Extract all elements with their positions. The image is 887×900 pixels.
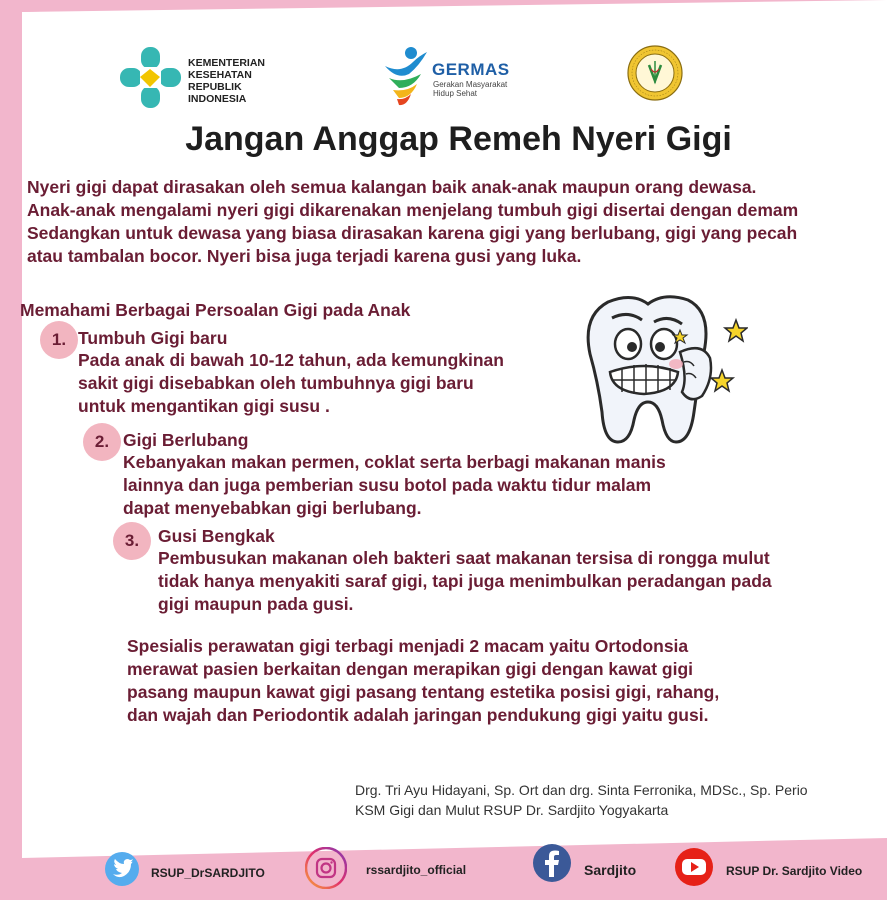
closing-line: pasang maupun kawat gigi pasang tentang estetika posisi gigi, rahang, [127, 682, 720, 702]
page-title: Jangan Anggap Remeh Nyeri Gigi [185, 120, 732, 158]
youtube-channel[interactable]: RSUP Dr. Sardjito Video [726, 864, 863, 878]
closing-line: merawat pasien berkaitan dengan merapikan gigi dengan kawat gigi [127, 659, 693, 679]
item-body-line: untuk mengantikan gigi susu . [78, 396, 330, 416]
item-body-line: lainnya dan juga pemberian susu botol pada waktu tidur malam [123, 475, 652, 495]
item-title: Gusi Bengkak [158, 526, 275, 546]
item-body [123, 451, 666, 520]
item-body-line: tidak hanya menyakiti saraf gigi, tapi juga menimbulkan peradangan pada [158, 571, 772, 591]
number-badge: 1. [40, 321, 78, 359]
number-badge: 3. [113, 522, 151, 560]
credit-line: KSM Gigi dan Mulut RSUP Dr. Sardjito Yogyakarta [355, 802, 669, 818]
crying-tooth-illustration [572, 292, 748, 452]
intro-line: Nyeri gigi dapat dirasakan oleh semua kalangan baik anak-anak maupun orang dewasa. [27, 177, 757, 197]
germas-sub-line: Hidup Sehat [433, 89, 478, 98]
item-body-line: Kebanyakan makan permen, coklat serta berbagi makanan manis [123, 452, 666, 472]
intro-paragraph [27, 176, 887, 268]
item-body-line: sakit gigi disebabkan oleh tumbuhnya gigi baru [78, 373, 474, 393]
item-body [78, 349, 504, 418]
instagram-icon [305, 847, 347, 889]
kemenkes-logo-icon [118, 45, 183, 110]
item-body-line: gigi maupun pada gusi. [158, 594, 354, 614]
kemenkes-text [188, 57, 265, 105]
kemenkes-logo [118, 45, 183, 110]
section-heading: Memahami Berbagai Persoalan Gigi pada Anak [20, 300, 411, 320]
twitter-icon [105, 852, 139, 886]
youtube-icon [674, 847, 714, 887]
youtube-link[interactable] [674, 847, 714, 887]
facebook-link[interactable] [532, 843, 572, 883]
author-credit [355, 780, 808, 820]
credit-line: Drg. Tri Ayu Hidayani, Sp. Ort dan drg. Sinta Ferronika, MDSc., Sp. Perio [355, 782, 808, 798]
kemenkes-line: KESEHATAN [188, 69, 252, 81]
intro-line: Anak-anak mengalami nyeri gigi dikarenakan menjelang tumbuh gigi disertai dengan demam [27, 200, 799, 220]
intro-line: atau tambalan bocor. Nyeri bisa juga terjadi karena gusi yang luka. [27, 246, 582, 266]
closing-line: Spesialis perawatan gigi terbagi menjadi 2 macam yaitu Ortodonsia [127, 636, 689, 656]
item-body [158, 547, 772, 616]
kemenkes-line: INDONESIA [188, 93, 247, 105]
item-title: Tumbuh Gigi baru [78, 328, 228, 348]
item-body-line: Pembusukan makanan oleh bakteri saat makanan tersisa di rongga mulut [158, 548, 770, 568]
rsup-sardjito-seal [627, 45, 683, 101]
kemenkes-line: REPUBLIK [188, 81, 242, 93]
intro-line: Sedangkan untuk dewasa yang biasa dirasakan karena gigi yang berlubang, gigi yang pecah [27, 223, 798, 243]
germas-logo [383, 44, 433, 106]
instagram-handle[interactable]: rssardjito_official [366, 863, 467, 877]
germas-logo-icon [383, 44, 433, 106]
instagram-link[interactable] [305, 847, 347, 889]
rsup-sardjito-seal-icon [627, 45, 683, 101]
item-title: Gigi Berlubang [123, 430, 249, 450]
item-body-line: dapat menyebabkan gigi berlubang. [123, 498, 422, 518]
germas-title: GERMAS [432, 60, 510, 79]
closing-line: dan wajah dan Periodontik adalah jaringan pendukung gigi yaitu gusi. [127, 705, 709, 725]
germas-subtitle [433, 80, 507, 98]
germas-sub-line: Gerakan Masyarakat [433, 80, 508, 89]
kemenkes-line: KEMENTERIAN [188, 57, 266, 69]
twitter-link[interactable] [105, 852, 139, 886]
number-badge: 2. [83, 423, 121, 461]
twitter-handle[interactable]: RSUP_DrSARDJITO [151, 866, 265, 880]
tooth-icon [572, 292, 748, 452]
facebook-icon [532, 843, 572, 883]
item-body-line: Pada anak di bawah 10-12 tahun, ada kemungkinan [78, 350, 504, 370]
facebook-handle[interactable]: Sardjito [584, 862, 637, 878]
closing-paragraph [127, 635, 719, 727]
